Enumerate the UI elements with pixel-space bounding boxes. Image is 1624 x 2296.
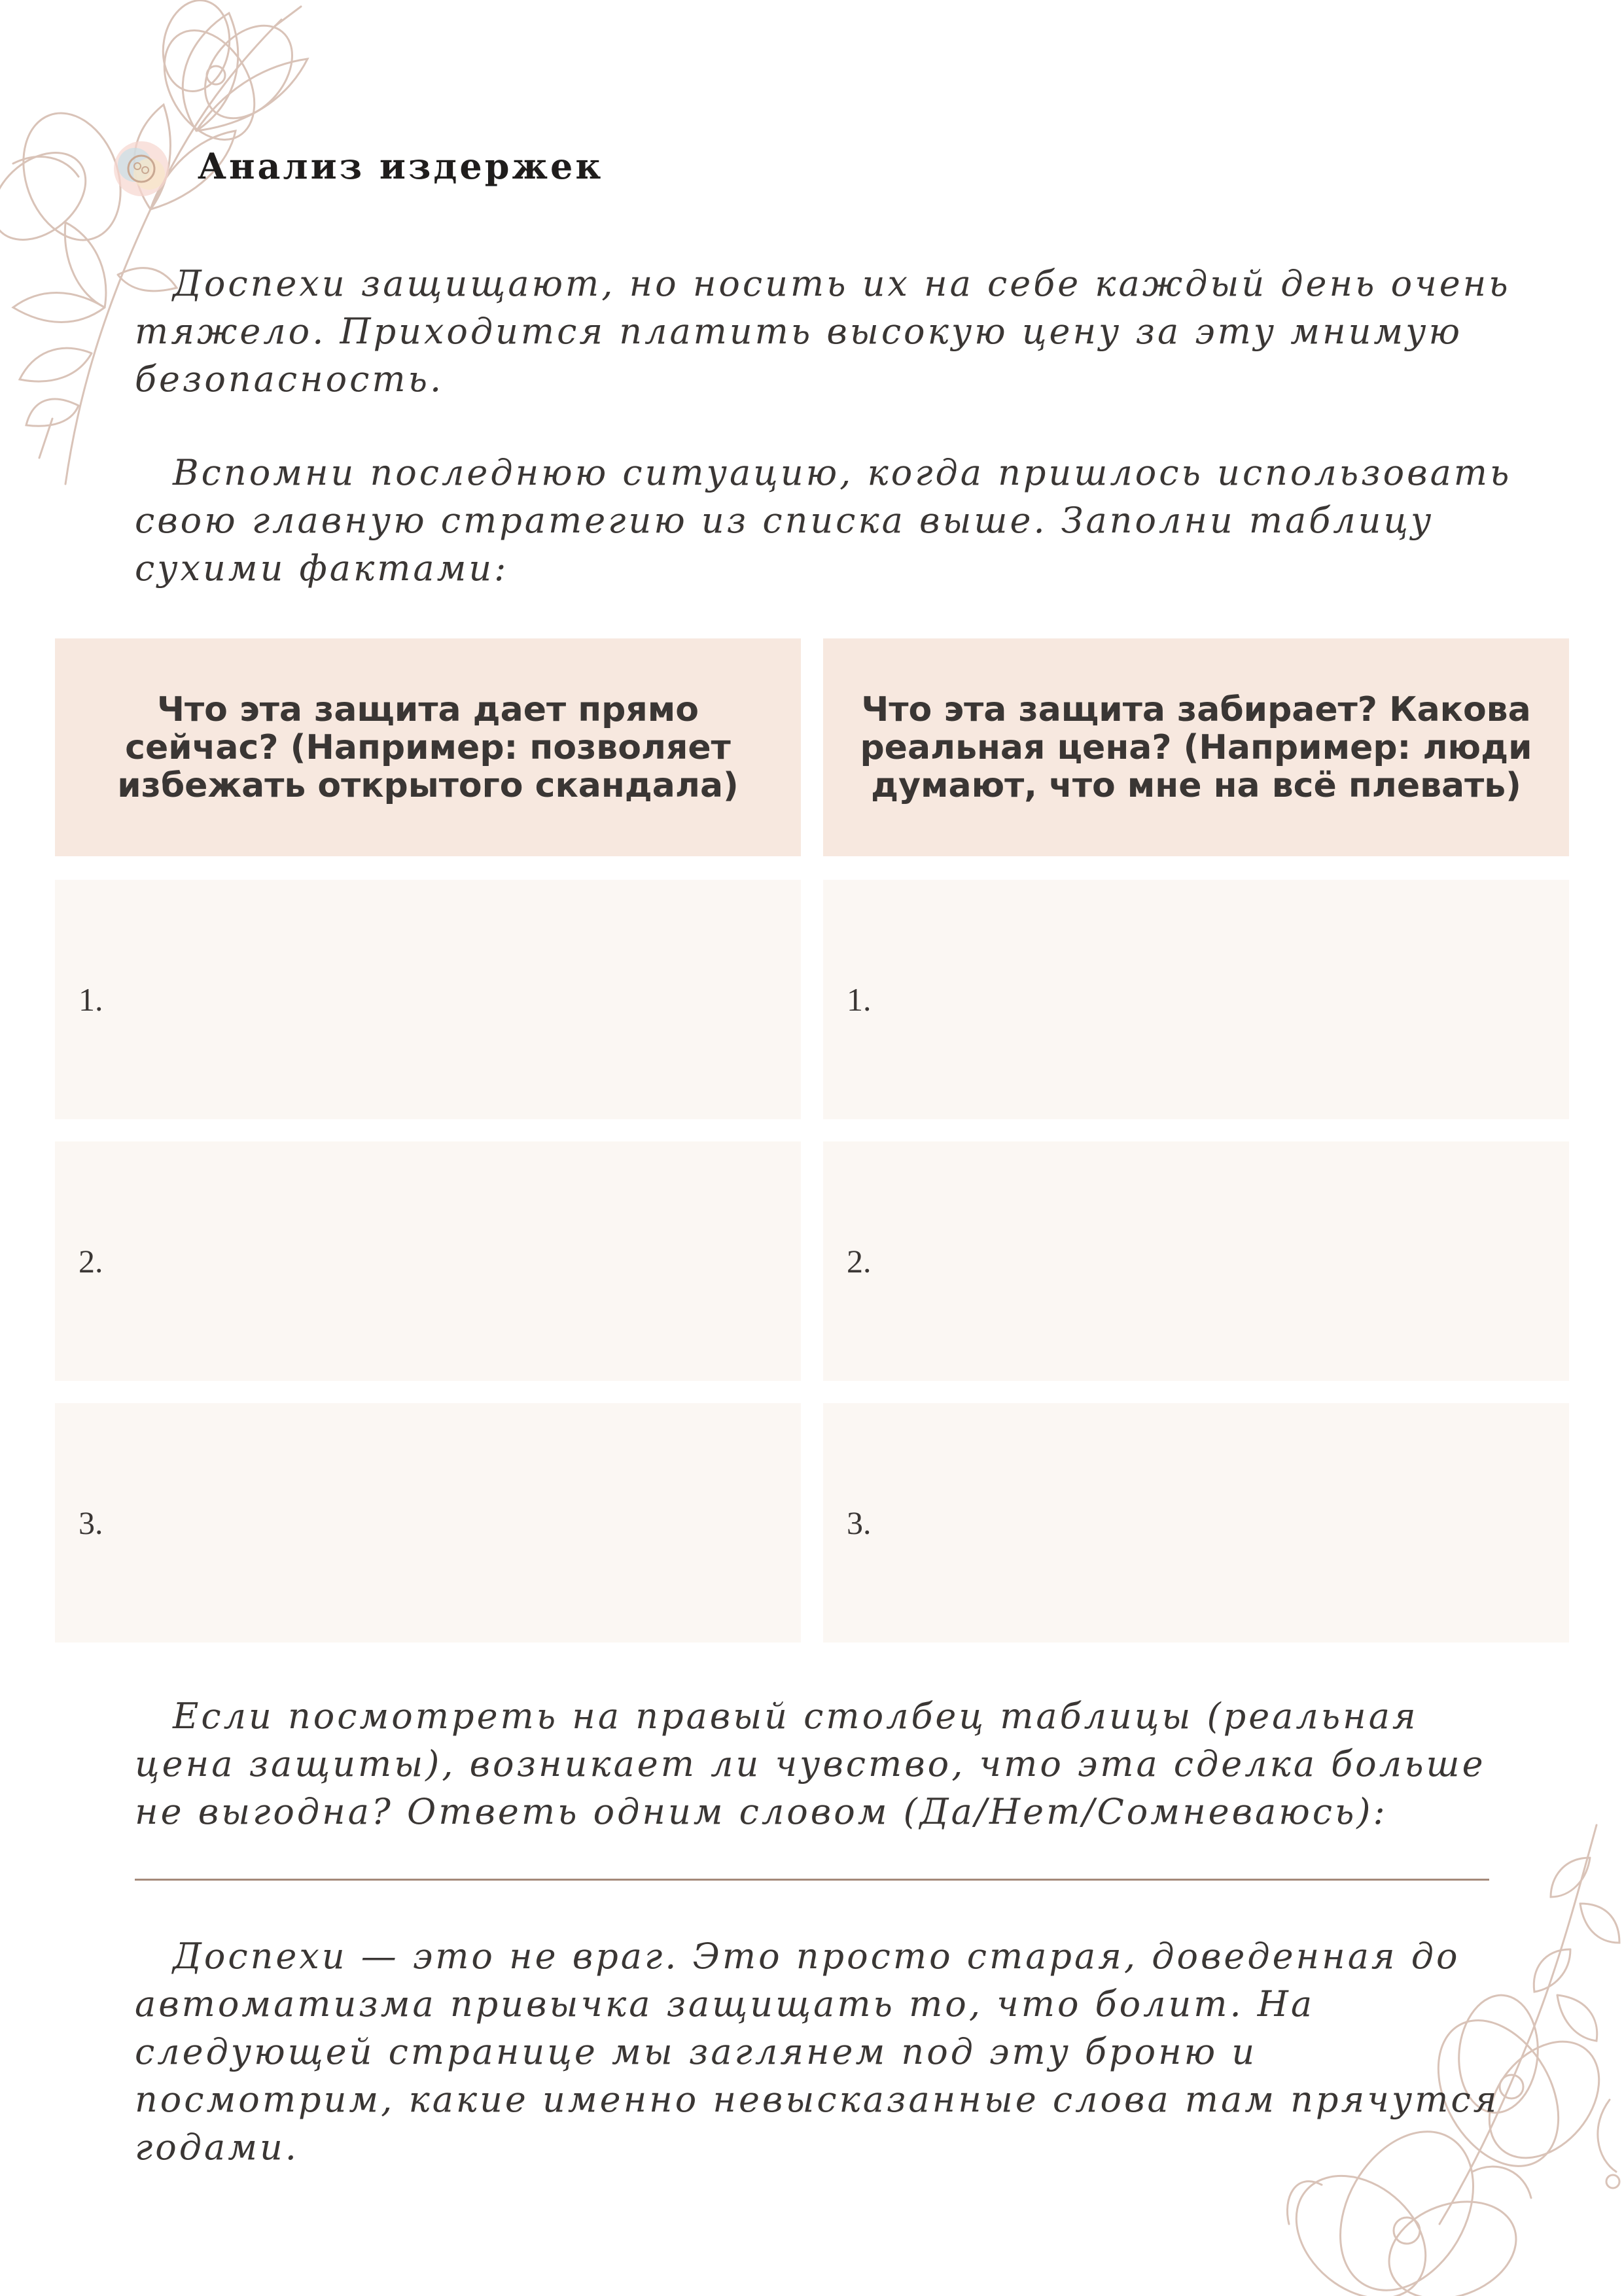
table-cell-benefit-1[interactable]: 1. — [55, 880, 801, 1119]
watercolor-seal-icon — [111, 139, 171, 199]
question-paragraph: Если посмотреть на правый столбец таблицы (реальная цена защиты), возникает ли чувство, что эта сделка больше не выгодна? Ответь одним словом (Да/Нет/Сомневаюсь): — [135, 1696, 1486, 1832]
page-title: Анализ издержек — [198, 145, 604, 187]
table-header-benefits: Что эта защита дает прямо сейчас? (Например: позволяет избежать открытого скандала) — [55, 638, 801, 856]
answer-line[interactable] — [135, 1879, 1489, 1881]
closing-paragraph: Доспехи — это не враг. Это просто старая, доведенная до автоматизма привычка защищать то, что болит. На следующей странице мы заглянем под эту броню и посмотрим, какие именно невысказанные слова там прячутся годами. — [135, 1936, 1500, 2168]
table-cell-benefit-3[interactable]: 3. — [55, 1403, 801, 1643]
table-cell-benefit-2[interactable]: 2. — [55, 1141, 801, 1381]
table-cell-cost-1[interactable]: 1. — [823, 880, 1569, 1119]
floral-decoration-top-left — [0, 0, 366, 497]
table-cell-cost-3[interactable]: 3. — [823, 1403, 1569, 1643]
table-cell-cost-2[interactable]: 2. — [823, 1141, 1569, 1381]
instruction-paragraph: Вспомни последнюю ситуацию, когда пришлось использовать свою главную стратегию из списка выше. Заполни таблицу сухими фактами: — [135, 452, 1512, 589]
table-header-costs: Что эта защита забирает? Какова реальная цена? (Например: люди думают, что мне на всё плевать) — [823, 638, 1569, 856]
intro-paragraph: Доспехи защищают, но носить их на себе каждый день очень тяжело. Приходится платить высокую цену за эту мнимую безопасность. — [135, 263, 1511, 400]
